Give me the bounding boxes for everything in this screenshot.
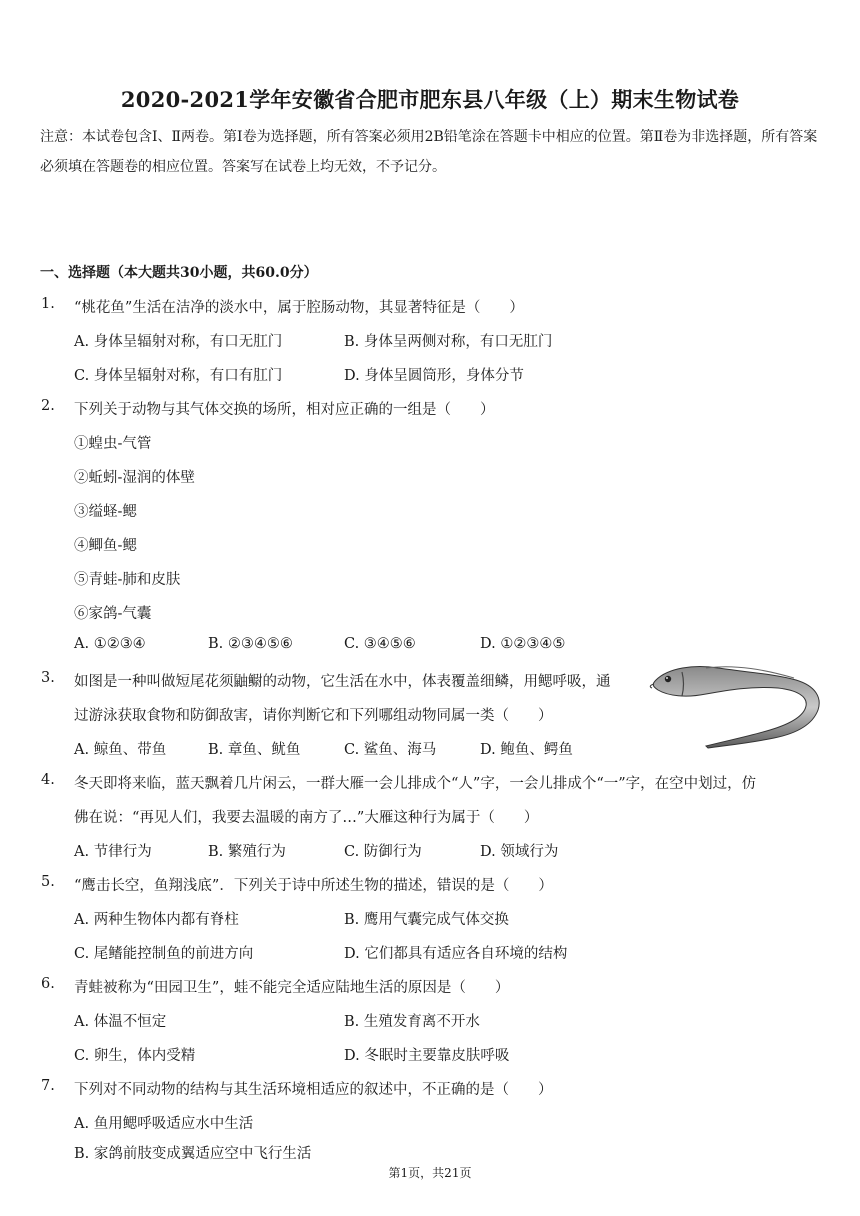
- question-text-line-2: 佛在说：“再见人们，我要去温暖的南方了…”大雁这种行为属于（ ）: [74, 810, 539, 826]
- option-b: B. 鹰用气囊完成气体交换: [344, 912, 509, 928]
- option-a: A. ①②③④: [74, 636, 146, 652]
- option-c: C. ③④⑤⑥: [344, 636, 416, 652]
- option-a: A. 两种生物体内都有脊柱: [74, 912, 239, 928]
- option-a: A. 体温不恒定: [74, 1014, 167, 1030]
- list-item: ⑥家鸽-气囊: [74, 606, 152, 622]
- question-text-line-1: 冬天即将来临，蓝天飘着几片闲云，一群大雁一会儿排成个“人”字，一会儿排成个“一”字，在空中划过，仿: [74, 776, 757, 792]
- list-item: ②蚯蚓-湿润的体壁: [74, 470, 195, 486]
- question-number: 1.: [41, 296, 55, 312]
- question-text: 下列关于动物与其气体交换的场所，相对应正确的一组是（ ）: [74, 402, 495, 418]
- question-number: 3.: [41, 670, 55, 686]
- option-c: C. 防御行为: [344, 844, 422, 860]
- option-b: B. 生殖发育离不开水: [344, 1014, 480, 1030]
- question-text: 下列对不同动物的结构与其生活环境相适应的叙述中，不正确的是（ ）: [74, 1082, 553, 1098]
- option-c: C. 卵生，体内受精: [74, 1048, 196, 1064]
- option-d: D. 冬眠时主要靠皮肤呼吸: [344, 1048, 510, 1064]
- question-text-line-2: 过游泳获取食物和防御敌害，请你判断它和下列哪组动物同属一类（ ）: [74, 708, 553, 724]
- page-footer: 第1页，共21页: [388, 1166, 472, 1180]
- option-b: B. ②③④⑤⑥: [208, 636, 293, 652]
- option-d: D. 它们都具有适应各自环境的结构: [344, 946, 568, 962]
- option-a: A. 鲸鱼、带鱼: [74, 742, 167, 758]
- question-number: 7.: [41, 1078, 55, 1094]
- option-a: A. 身体呈辐射对称，有口无肛门: [74, 334, 283, 350]
- question-number: 5.: [41, 874, 55, 890]
- option-b: B. 身体呈两侧对称，有口无肛门: [344, 334, 553, 350]
- option-d: D. 身体呈圆筒形，身体分节: [344, 368, 524, 384]
- option-c: C. 尾鳍能控制鱼的前进方向: [74, 946, 254, 962]
- eel-fish-illustration: [646, 654, 824, 752]
- question-text: “桃花鱼”生活在洁净的淡水中，属于腔肠动物，其显著特征是（ ）: [74, 300, 524, 316]
- question-text-line-1: 如图是一种叫做短尾花须鼬鳚的动物，它生活在水中，体表覆盖细鳞，用鳃呼吸，通: [74, 674, 611, 690]
- option-b: B. 繁殖行为: [208, 844, 286, 860]
- list-item: ③缢蛏-鳃: [74, 504, 137, 520]
- question-number: 4.: [41, 772, 55, 788]
- list-item: ⑤青蛙-肺和皮肤: [74, 572, 181, 588]
- section-heading: 一、选择题（本大题共30小题，共60.0分）: [40, 265, 318, 281]
- list-item: ④鲫鱼-鳃: [74, 538, 137, 554]
- option-b: B. 章鱼、鱿鱼: [208, 742, 301, 758]
- question-number: 6.: [41, 976, 55, 992]
- question-text: “鹰击长空，鱼翔浅底”．下列关于诗中所述生物的描述，错误的是（ ）: [74, 878, 553, 894]
- option-a: A. 鱼用鳃呼吸适应水中生活: [74, 1116, 254, 1132]
- option-c: C. 鲨鱼、海马: [344, 742, 437, 758]
- option-b: B. 家鸽前肢变成翼适应空中飞行生活: [74, 1146, 312, 1162]
- question-text: 青蛙被称为“田园卫生”，蛙不能完全适应陆地生活的原因是（ ）: [74, 980, 510, 996]
- option-d: D. 领域行为: [480, 844, 559, 860]
- page-title: 2020-2021学年安徽省合肥市肥东县八年级（上）期末生物试卷: [120, 87, 740, 112]
- option-d: D. ①②③④⑤: [480, 636, 566, 652]
- question-number: 2.: [41, 398, 55, 414]
- option-d: D. 鲍鱼、鳄鱼: [480, 742, 573, 758]
- exam-notice: 注意：本试卷包含Ⅰ、Ⅱ两卷。第Ⅰ卷为选择题，所有答案必须用2B铅笔涂在答题卡中相应的位置。第Ⅱ卷为非选择题，所有答案必须填在答题卷的相应位置。答案写在试卷上均无效，不予记分。: [40, 129, 818, 175]
- option-c: C. 身体呈辐射对称，有口有肛门: [74, 368, 283, 384]
- option-a: A. 节律行为: [74, 844, 152, 860]
- list-item: ①蝗虫-气管: [74, 436, 152, 452]
